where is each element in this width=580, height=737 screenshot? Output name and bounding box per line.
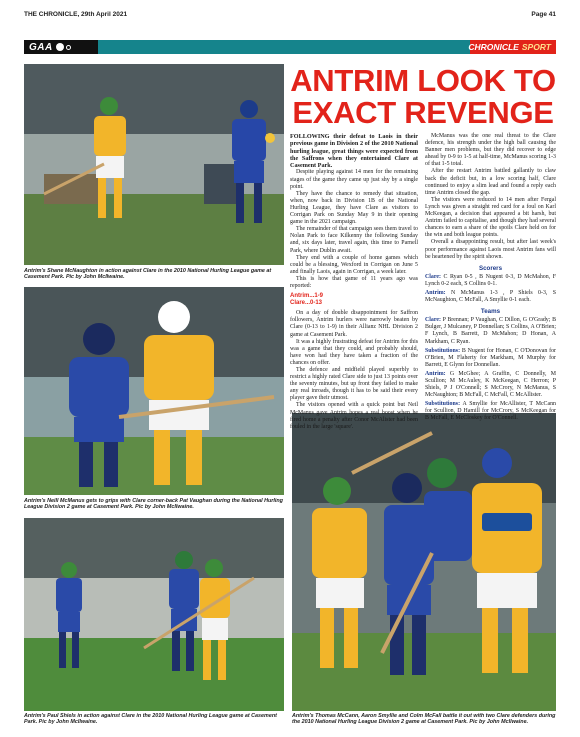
article-paragraph: McManus was the one real threat to the Clare defence, his strength under the high ball causing the Banner men problems, but they did recover to edge ahead by 0-9 to 1-5 at half-time, McManus scoring 1-3 of that 1-5 total. bbox=[425, 133, 556, 168]
article-column-1 bbox=[290, 133, 418, 431]
sport-label: SPORT bbox=[521, 42, 551, 52]
article-paragraph: This is how that game of 11 years ago was reported: bbox=[290, 275, 418, 289]
article-paragraph: Overall a disappointing result, but after last week's poor performance against Laois most Antrim fans will be heartened by the spirit shown. bbox=[425, 239, 556, 260]
article-paragraph: The visitors opened with a quick point but Neil McManus gave Antrim hopes a real boost when he fired home a penalty after Conor McAlister had been fouled in the large 'square'. bbox=[290, 402, 418, 430]
masthead-date: THE CHRONICLE, 29th April 2021 bbox=[24, 11, 128, 18]
caption-photo1: Antrim's Shane McNaughton in action against Clare in the 2010 National Hurling League game at Casement Park. Pic by John McIlwaine. bbox=[24, 268, 272, 281]
team-clare-text: P Brennan; P Vaughan, C Dillon, G O'Grady; B Bulger, J Mulcaney, P Donnellan; S Collins, A O'Brien; F Lynch, B Barrett, D McMahon; D Honan, A Markham, C Ryan. bbox=[425, 317, 556, 345]
chronicle-label: CHRONICLE bbox=[468, 42, 519, 52]
score-antrim: Antrim...1-9 bbox=[290, 293, 324, 300]
teams-heading: Teams bbox=[480, 308, 501, 316]
gaa-label: GAA bbox=[29, 41, 53, 53]
article-paragraph: Despite playing against 14 men for the remaining stages of the game they came up just shy by a single point. bbox=[290, 169, 418, 190]
scorers-antrim-text: N McManus 1-3 , P Shiels 0-3, S McNaughton, C McFall, A Smyllie 0-1 each. bbox=[425, 289, 556, 304]
subs-antrim-text: A Smyllie for McAllister, T McCann for Scullion, D Hamill for McCrory, S McKeegan for B McFall, E McCloskey for O'Connell. bbox=[425, 401, 556, 422]
caption-photo4: Antrim's Thomas McCann, Aaron Smyllie and Colm McFall battle it out with two Clare defenders during the 2010 National Hurling League Division 2 game at Casement Park. Pic by John McIlwaine. bbox=[292, 713, 556, 726]
caption-photo3: Antrim's Paul Shiels in action against Clare in the 2010 National Hurling League game at Casement Park. Pic by John McIlwaine. bbox=[24, 713, 277, 726]
team-antrim-text: G McGhee; A Graffin, C Donnelly, M Scullion; M McAuley, K McKeegan, C Herron; P Shiels, P J O'Connell; S McCrory, N McManus, S McNaughton; B McFall, C McFall, C McAllister. bbox=[425, 370, 556, 399]
subs-antrim bbox=[425, 401, 556, 422]
headline-line1: ANTRIM LOOK TO bbox=[290, 63, 556, 98]
subs-clare bbox=[425, 348, 556, 369]
scorers-clare-text: C Ryan 0-5 , B Nugent 0-3, D McMahon, F Lynch 0-2 each, S Collins 0-1. bbox=[425, 273, 556, 287]
section-strip bbox=[98, 40, 470, 54]
team-clare-label: Clare: bbox=[425, 317, 441, 324]
article-paragraph: The visitors were reduced to 14 men after Fergal Lynch was given a straight red card for a foul on Karl McKeegan, a decision that appeared a bit harsh, but Antrim failed to capitalise, and though they had several chances to earn a share of the spoils Clare held on for the win and both league points. bbox=[425, 196, 556, 239]
article-column-2 bbox=[425, 133, 556, 425]
photo-neill-mcmanus bbox=[24, 287, 284, 495]
chronicle-sport-logo bbox=[470, 40, 556, 54]
sliotar-icon bbox=[66, 45, 71, 50]
page-number: Page 41 bbox=[531, 11, 556, 18]
caption-photo2: Antrim's Neill McManus gets to grips with Clare corner-back Pat Vaughan during the National Hurling League Division 2 game at Casement Park. Pic by John McIlwaine. bbox=[24, 498, 283, 511]
scorers-heading: Scorers bbox=[478, 264, 503, 272]
subs-clare-text: B Nugent for Honan, C O'Donovan for O'Brien, M Flaherty for Markham, M Murphy for Barrett, E Glynn for Donnellan. bbox=[425, 347, 556, 368]
headline bbox=[290, 65, 556, 129]
article-lead: FOLLOWING their defeat to Laois in their previous game in Division 2 of the 2010 National hurling league, great things were expected from the Saffrons when they entertained Clare at Casement Park. bbox=[290, 133, 418, 170]
photo-mccann-smyllie-mcfall bbox=[292, 413, 556, 711]
scorers-antrim-label: Antrim: bbox=[425, 289, 446, 296]
scorers-clare bbox=[425, 274, 556, 288]
section-bar bbox=[24, 40, 556, 54]
headline-line2: EXACT REVENGE bbox=[292, 95, 554, 130]
team-clare bbox=[425, 317, 556, 345]
article-paragraph: They end with a couple of home games which could be a blessing, Wexford in Corrigan on June 5 and finally Laois, again in Corrigan, a week later. bbox=[290, 254, 418, 275]
article-paragraph: The defence and midfield played superbly to restrict a highly rated Clare side to just 13 points over the seventy minutes, but up front they failed to make any real inroads, though it has to be said their every player gave their utmost. bbox=[290, 367, 418, 402]
score-clare: Clare...0-13 bbox=[290, 300, 323, 307]
scorers-antrim bbox=[425, 290, 556, 304]
article-paragraph: They have the chance to remedy that situation, when, now back in Division 1B of the National Hurling League, they have Clare as visitors to Corrigan Park on Sunday May 9 in their opening game in the 2021 campaign. bbox=[290, 190, 418, 226]
article-paragraph: The remainder of that campaign sees them travel to Nolan Park to face Kilkenny the following Sunday and, six days later, travel again, this time to Parnell Park, where Dublin await. bbox=[290, 226, 418, 254]
photo-paul-shiels bbox=[24, 518, 284, 711]
team-antrim-label: Antrim: bbox=[425, 370, 446, 377]
article-paragraph: On a day of double disappointment for Saffron followers, Antrim hurlers were narrowly beaten by Clare (0-13 to 1-9) in their Allianz NHL Division 2 game at Casement Park. bbox=[290, 310, 418, 338]
article-paragraph: It was a highly frustrating defeat for Antrim for this was a game that they could, and probably should, have won had they have taken a fraction of the chances on offer. bbox=[290, 338, 418, 366]
masthead bbox=[24, 9, 556, 21]
ball-icon bbox=[56, 43, 64, 51]
photo-shane-mcnaughton bbox=[24, 64, 284, 265]
team-antrim bbox=[425, 371, 556, 399]
gaa-logo bbox=[24, 40, 98, 54]
article-paragraph: After the restart Antrim battled gallantly to claw back the deficit but, in a low scoring half, Clare continued to enjoy a slim lead and found a reply each time Antrim closed the gap. bbox=[425, 168, 556, 196]
subs-antrim-label: Substitutions: bbox=[425, 401, 461, 408]
scorers-clare-label: Clare: bbox=[425, 273, 441, 280]
subs-clare-label: Substitutions: bbox=[425, 347, 461, 354]
